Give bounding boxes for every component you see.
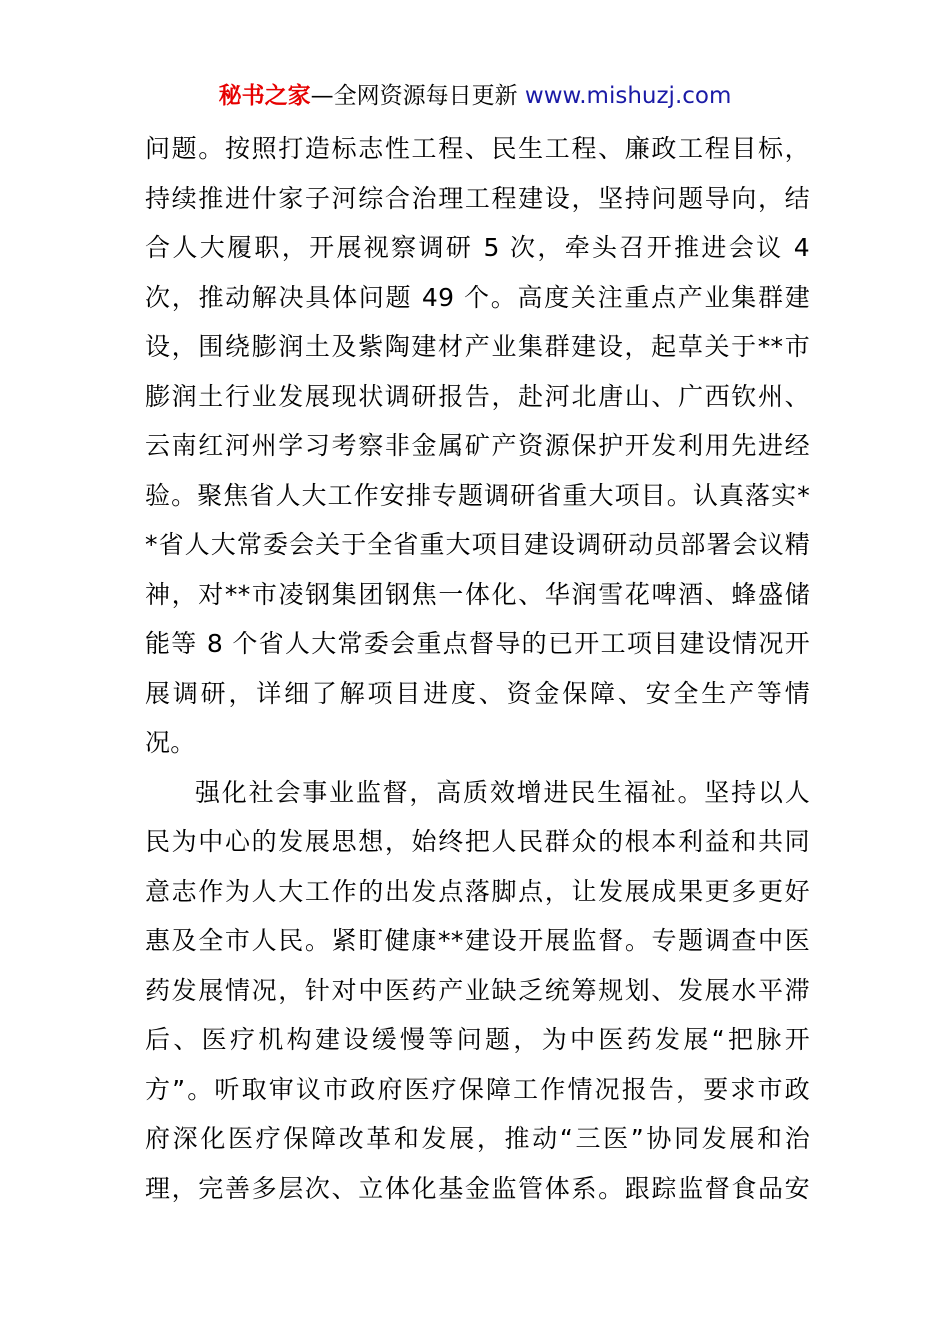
text-line: 理，完善多层次、立体化基金监管体系。跟踪监督食品安 — [145, 1173, 810, 1203]
header-tagline: —全网资源每日更新 — [310, 83, 525, 109]
site-url-link[interactable]: www.mishuzj.com — [524, 83, 732, 109]
site-header — [0, 80, 950, 112]
text-line: 药发展情况，针对中医药产业缺乏统筹规划、发展水平滞 — [145, 975, 810, 1005]
text-line: 膨润土行业发展现状调研报告，赴河北唐山、广西钦州、 — [145, 381, 810, 411]
text-line: 惠及全市人民。紧盯健康**建设开展监督。专题调查中医 — [145, 926, 810, 955]
text-line: 次，推动解决具体问题 49 个。高度关注重点产业集群建 — [145, 282, 810, 312]
text-line: 云南红河州学习考察非金属矿产资源保护开发利用先进经 — [145, 431, 810, 460]
text-line: 神，对**市凌钢集团钢焦一体化、华润雪花啤酒、蜂盛储 — [145, 579, 810, 609]
text-line: 意志作为人大工作的出发点落脚点，让发展成果更多更好 — [145, 876, 810, 906]
text-line: 能等 8 个省人大常委会重点督导的已开工项目建设情况开 — [145, 629, 810, 658]
text-line: 府深化医疗保障改革和发展，推动“三医”协同发展和治 — [145, 1124, 810, 1153]
text-line: 强化社会事业监督，高质效增进民生福祉。坚持以人 — [195, 777, 810, 807]
document-body — [145, 124, 810, 1213]
text-line: 验。聚焦省人大工作安排专题调研省重大项目。认真落实* — [145, 480, 810, 510]
paragraph-1 — [145, 124, 810, 768]
text-line: 后、医疗机构建设缓慢等问题，为中医药发展“把脉开 — [145, 1025, 810, 1054]
text-line: 设，围绕膨润土及紫陶建材产业集群建设，起草关于**市 — [145, 332, 810, 361]
text-line: 持续推进什家子河综合治理工程建设，坚持问题导向，结 — [145, 183, 810, 213]
text-line: 合人大履职，开展视察调研 5 次，牵头召开推进会议 4 — [145, 233, 810, 262]
text-line: 民为中心的发展思想，始终把人民群众的根本利益和共同 — [145, 827, 810, 856]
text-line: 况。 — [145, 728, 196, 757]
text-line: 问题。按照打造标志性工程、民生工程、廉政工程目标， — [145, 134, 810, 163]
paragraph-2 — [145, 768, 810, 1214]
text-line: 方”。听取审议市政府医疗保障工作情况报告，要求市政 — [145, 1074, 810, 1104]
text-line: 展调研，详细了解项目进度、资金保障、安全生产等情 — [145, 678, 810, 708]
text-line: *省人大常委会关于全省重大项目建设调研动员部署会议精 — [145, 530, 810, 559]
brand-name: 秘书之家 — [218, 83, 311, 109]
